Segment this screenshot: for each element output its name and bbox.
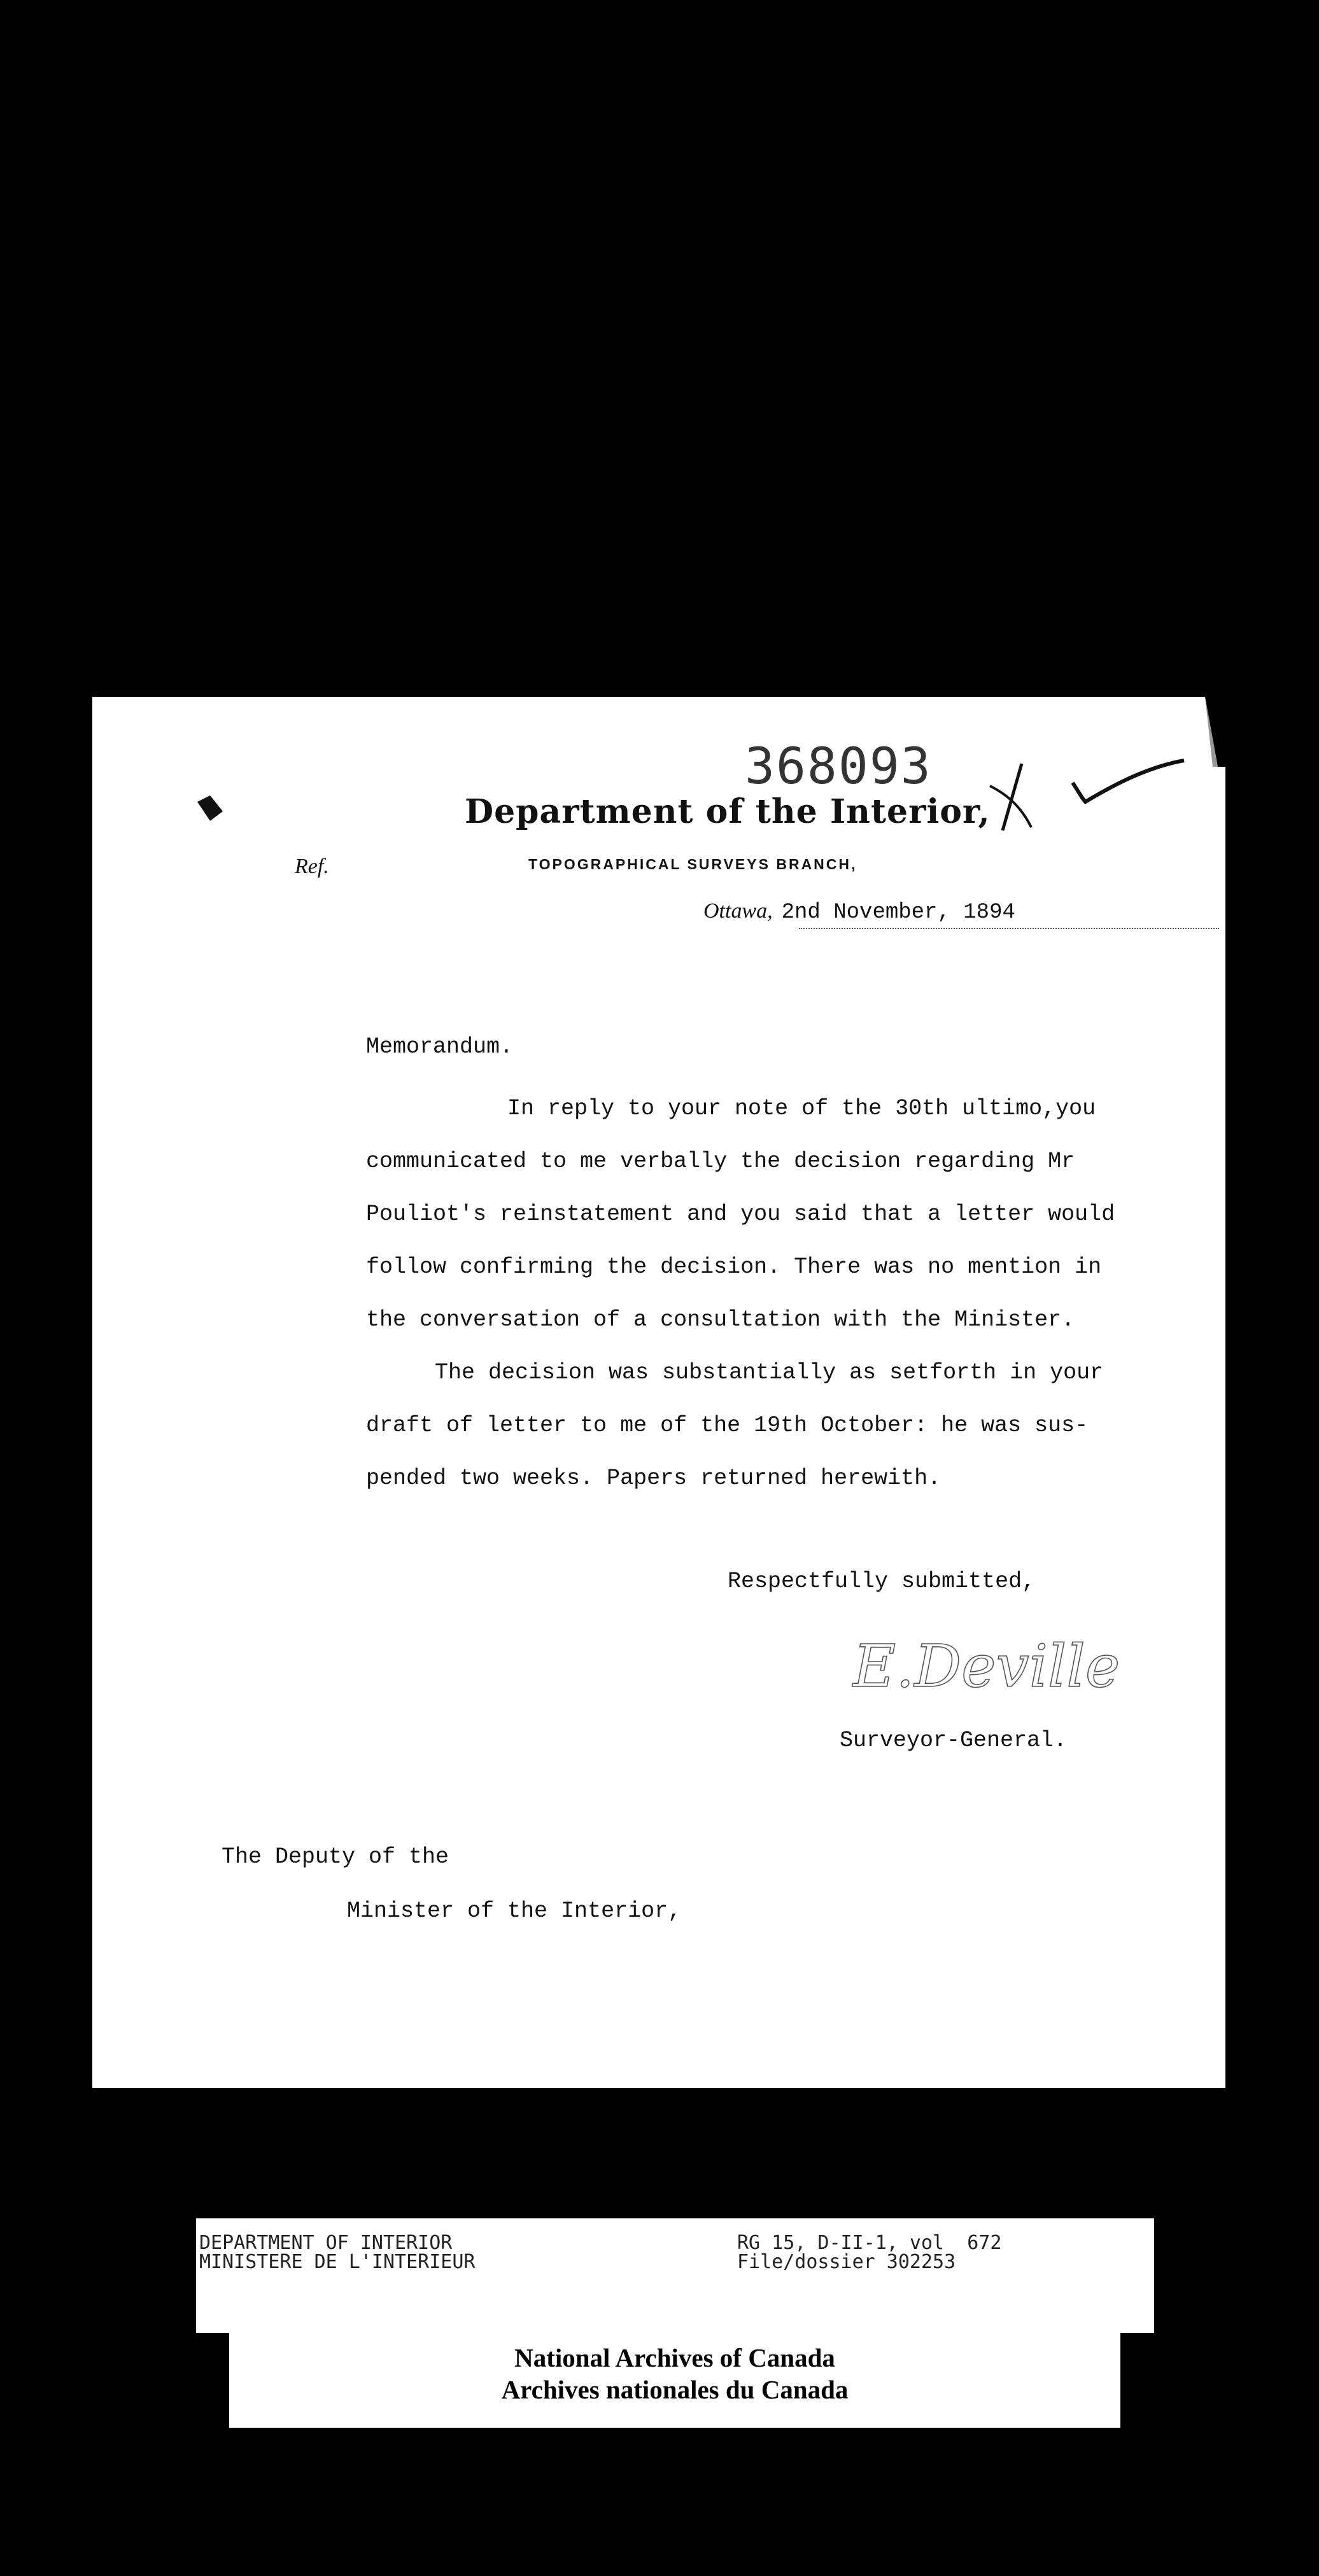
date-line <box>703 899 1015 925</box>
closing: Respectfully submitted, <box>728 1569 1036 1594</box>
memo-line: follow confirming the decision. There was no mention in <box>366 1254 1102 1280</box>
addressee-line: The Deputy of the <box>222 1844 449 1870</box>
department-stamp-line: DEPARTMENT OF INTERIOR <box>199 2232 453 2254</box>
date-dotted-line <box>799 928 1219 929</box>
memo-line: The decision was substantially as setforth in your <box>435 1360 1104 1385</box>
signer-title: Surveyor-General. <box>840 1728 1068 1753</box>
department-letterhead: Department of the Interior, <box>465 792 991 831</box>
file-reference: File/dossier 302253 <box>737 2251 956 2273</box>
file-stamp-number: 368093 <box>745 738 932 795</box>
memo-line: draft of letter to me of the 19th October: he was sus- <box>366 1413 1089 1438</box>
memo-line: Pouliot's reinstatement and you said that a letter would <box>366 1201 1115 1227</box>
archive-name-french: Archives nationales du Canada <box>501 2375 849 2404</box>
memo-line: communicated to me verbally the decision regarding Mr <box>366 1149 1075 1174</box>
signature-text: E.Deville <box>853 1632 1120 1700</box>
branch-name: TOPOGRAPHICAL SURVEYS BRANCH, <box>528 856 857 872</box>
record-group-reference: RG 15, D-II-1, vol 672 <box>737 2232 1002 2254</box>
place-label: Ottawa, <box>703 899 773 923</box>
ref-label: Ref. <box>295 855 329 878</box>
archive-reference-stamp <box>196 2218 1154 2333</box>
memo-line: pended two weeks. Papers returned herewith. <box>366 1466 942 1491</box>
letter-date: 2nd November, 1894 <box>781 900 1015 925</box>
department-stamp-line: MINISTERE DE L'INTERIEUR <box>199 2251 476 2273</box>
memo-line: the conversation of a consultation with the Minister. <box>366 1307 1075 1333</box>
ink-mark <box>194 792 232 824</box>
addressee-line: Minister of the Interior, <box>347 1898 682 1924</box>
signature <box>847 1623 1120 1712</box>
archive-name-english: National Archives of Canada <box>514 2343 835 2372</box>
memo-document <box>92 697 1225 2088</box>
memo-heading: Memorandum. <box>366 1034 514 1060</box>
archive-label <box>229 2324 1120 2428</box>
memo-line: In reply to your note of the 30th ultimo,you <box>507 1096 1096 1121</box>
